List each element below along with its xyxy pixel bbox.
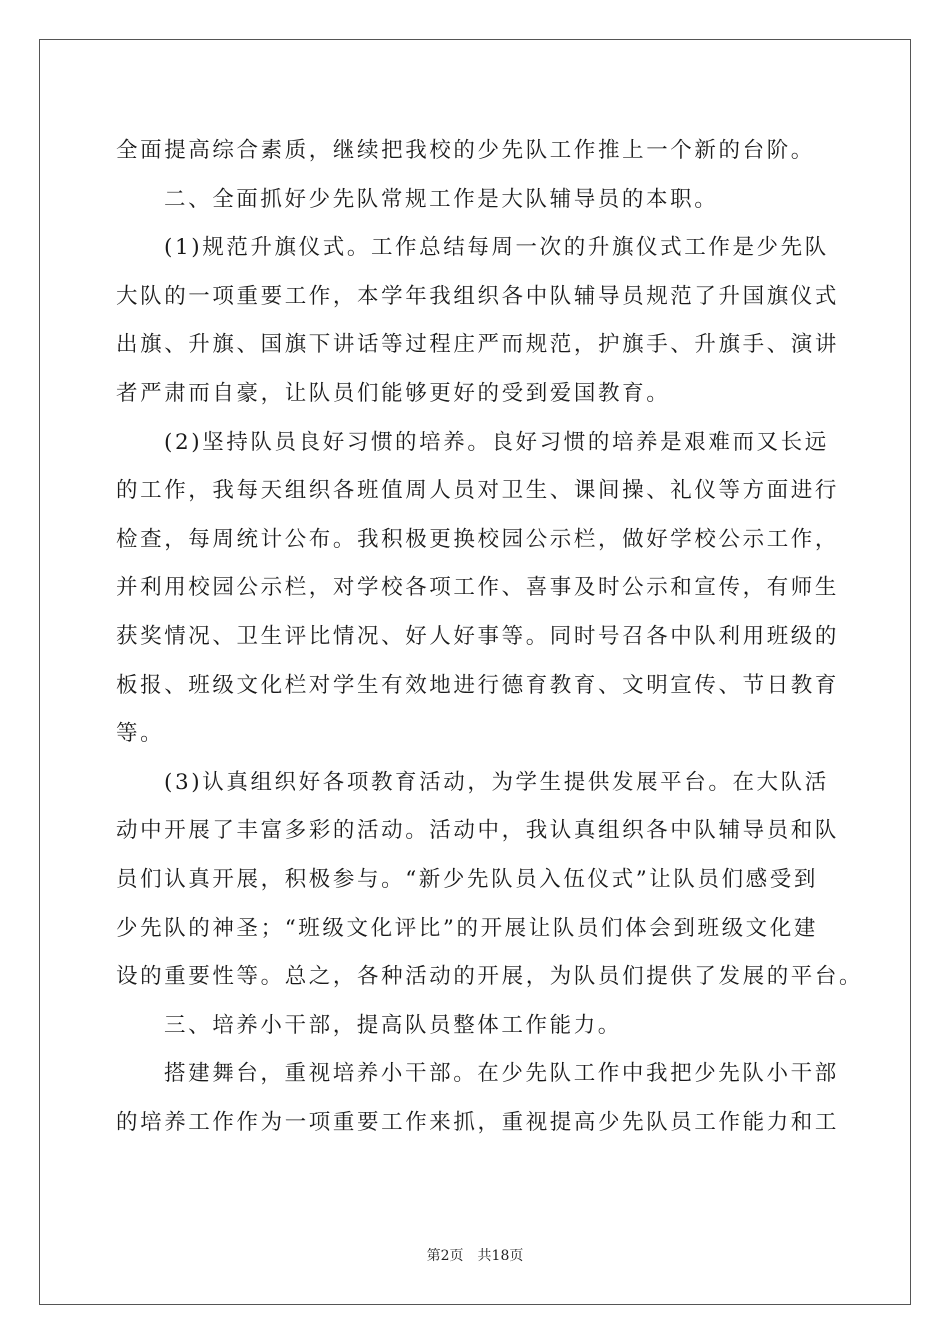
text-line: 板报、班级文化栏对学生有效地进行德育教育、文明宣传、节日教育: [116, 672, 840, 698]
page-number-footer: 第2页 共18页: [426, 1248, 524, 1264]
text-line: 大队的一项重要工作，本学年我组织各中队辅导员规范了升国旗仪式: [116, 283, 840, 309]
text-line: 的工作，我每天组织各班值周人员对卫生、课间操、礼仪等方面进行: [116, 478, 840, 504]
text-line: 少先队的神圣；“班级文化评比”的开展让队员们体会到班级文化建: [116, 915, 818, 941]
text-line: 动中开展了丰富多彩的活动。活动中，我认真组织各中队辅导员和队: [116, 818, 840, 844]
text-line: 二、全面抓好少先队常规工作是大队辅导员的本职。: [164, 186, 719, 212]
text-line: 出旗、升旗、国旗下讲话等过程庄严而规范，护旗手、升旗手、演讲: [116, 332, 840, 358]
text-line: 搭建舞台，重视培养小干部。在少先队工作中我把少先队小干部: [164, 1061, 839, 1087]
document-body: [116, 127, 864, 1147]
text-line: (2)坚持队员良好习惯的培养。良好习惯的培养是艰难而又长远: [164, 429, 829, 455]
text-line: 三、培养小干部，提高队员整体工作能力。: [164, 1012, 622, 1038]
text-line: 等。: [116, 721, 165, 747]
text-line: 设的重要性等。总之，各种活动的开展，为队员们提供了发展的平台。: [116, 964, 864, 990]
text-line: (1)规范升旗仪式。工作总结每周一次的升旗仪式工作是少先队: [164, 235, 829, 261]
text-line: 者严肃而自豪，让队员们能够更好的受到爱国教育。: [116, 380, 671, 406]
text-line: 全面提高综合素质，继续把我校的少先队工作推上一个新的台阶。: [116, 138, 815, 163]
text-line: 获奖情况、卫生评比情况、好人好事等。同时号召各中队利用班级的: [116, 623, 840, 649]
text-line: (3)认真组织好各项教育活动，为学生提供发展平台。在大队活: [164, 769, 829, 795]
text-line: 的培养工作作为一项重要工作来抓，重视提高少先队员工作能力和工: [116, 1109, 840, 1135]
text-line: 检查，每周统计公布。我积极更换校园公示栏，做好学校公示工作，: [116, 526, 840, 552]
text-line: 员们认真开展，积极参与。“新少先队员入伍仪式”让队员们感受到: [116, 866, 818, 892]
text-line: 并利用校园公示栏，对学校各项工作、喜事及时公示和宣传，有师生: [116, 575, 840, 601]
